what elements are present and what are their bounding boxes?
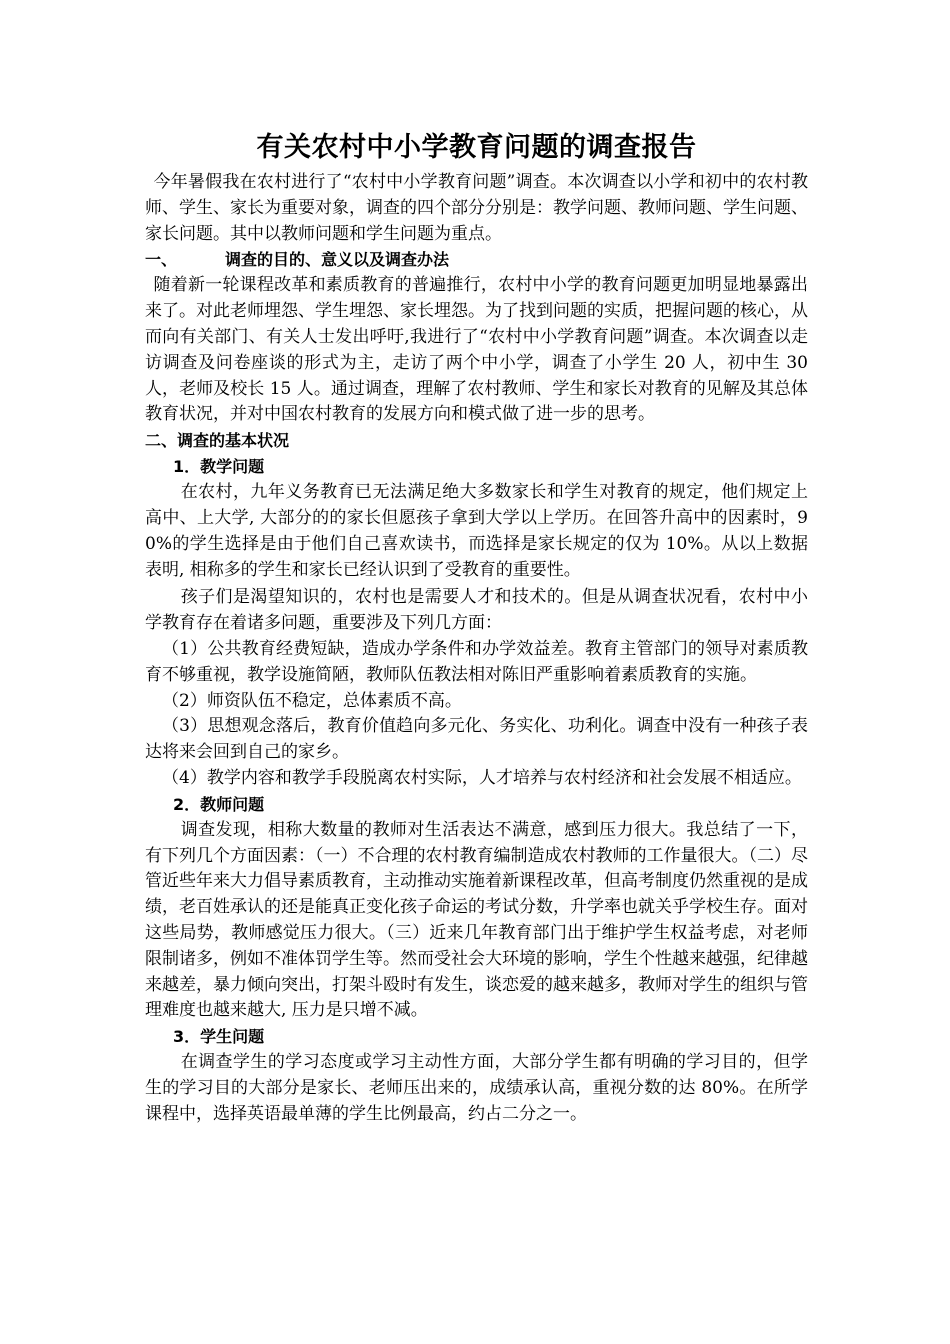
section2-heading: 二、调查的基本状况 [145,431,290,451]
subsection3-paragraph: 在调查学生的学习态度或学习主动性方面，大部分学生都有明确的学习目的，但学生的学习目的大部分是家长、老师压出来的，成绩承认高，重视分数的达 80%。在所学课程中，选择英语最单薄的学生比例最高，约占二分之一。 [145,1052,808,1124]
section1-title: 调查的目的、意义以及调查办法 [225,250,450,270]
subsection3-heading: 3．学生问题 [173,1027,265,1047]
section1-number: 一、 [145,250,178,270]
section1-heading [145,247,808,273]
list-item-1: （1）公共教育经费短缺，造成办学条件和办学效益差。教育主管部门的领导对素质教育不够重视，教学设施简陋，教师队伍教法相对陈旧严重影响着素质教育的实施。 [145,638,808,685]
subsection1-paragraph-1: 在农村，九年义务教育已无法满足绝大多数家长和学生对教育的规定，他们规定上高中、上大学, 大部分的的家长但愿孩子拿到大学以上学历。在回答升高中的因素时，90%的学生选择是由于他们自己喜欢读书，而选择是家长规定的仅为 10%。从以上数据表明, 相称多的学生和家长已经认识到了受教育的重要性。 [145,482,808,580]
subsection2-paragraph: 调查发现，相称大数量的教师对生活表达不满意，感到压力很大。我总结了一下，有下列几个方面因素：（一）不合理的农村教育编制造成农村教师的工作量很大。（二）尽管近些年来大力倡导素质教育，主动推动实施着新课程改革，但高考制度仍然重视的是成绩，老百姓承认的还是能真正变化孩子命运的考试分数，升学率也就关乎学校生存。面对这些局势，教师感觉压力很大。（三）近来几年教育部门出于维护学生权益考虑，对老师限制诸多，例如不准体罚学生等。然而受社会大环境的影响，学生个性越来越强，纪律越来越差，暴力倾向突出，打架斗殴时有发生，谈恋爱的越来越多，教师对学生的组织与管理难度也越来越大, 压力是只增不减。 [145,819,808,1021]
subsection2-heading: 2．教师问题 [173,794,265,814]
list-item-2: （2）师资队伍不稳定，总体素质不高。 [162,690,462,711]
document-title: 有关农村中小学教育问题的调查报告 [256,132,697,163]
subsection1-heading: 1．教学问题 [173,457,265,477]
subsection1-paragraph-2: 孩子们是渴望知识的，农村也是需要人才和技术的。但是从调查状况看，农村中小学教育存在着诸多问题，重要涉及下列几方面： [145,587,808,634]
intro-paragraph: 今年暑假我在农村进行了“农村中小学教育问题”调查。本次调查以小学和初中的农村教师、学生、家长为重要对象，调查的四个部分分别是：教学问题、教师问题、学生问题、家长问题。其中以教师问题和学生问题为重点。 [145,172,808,244]
section1-paragraph: 随着新一轮课程改革和素质教育的普遍推行，农村中小学的教育问题更加明显地暴露出来了。对此老师埋怨、学生埋怨、家长埋怨。为了找到问题的实质，把握问题的核心，从而向有关部门、有关人士发出呼吁,我进行了“农村中小学教育问题”调查。本次调查以走访调查及问卷座谈的形式为主，走访了两个中小学，调查了小学生 20 人，初中生 30 人，老师及校长 15 人。通过调查，理解了农村教师、学生和家长对教育的见解及其总体教育状况，并对中国农村教育的发展方向和模式做了进一步的思考。 [145,275,808,425]
list-item-3: （3）思想观念落后，教育价值趋向多元化、务实化、功利化。调查中没有一种孩子表达将来会回到自己的家乡。 [145,716,808,763]
list-item-4: （4）教学内容和教学手段脱离农村实际，人才培养与农村经济和社会发展不相适应。 [162,767,802,788]
